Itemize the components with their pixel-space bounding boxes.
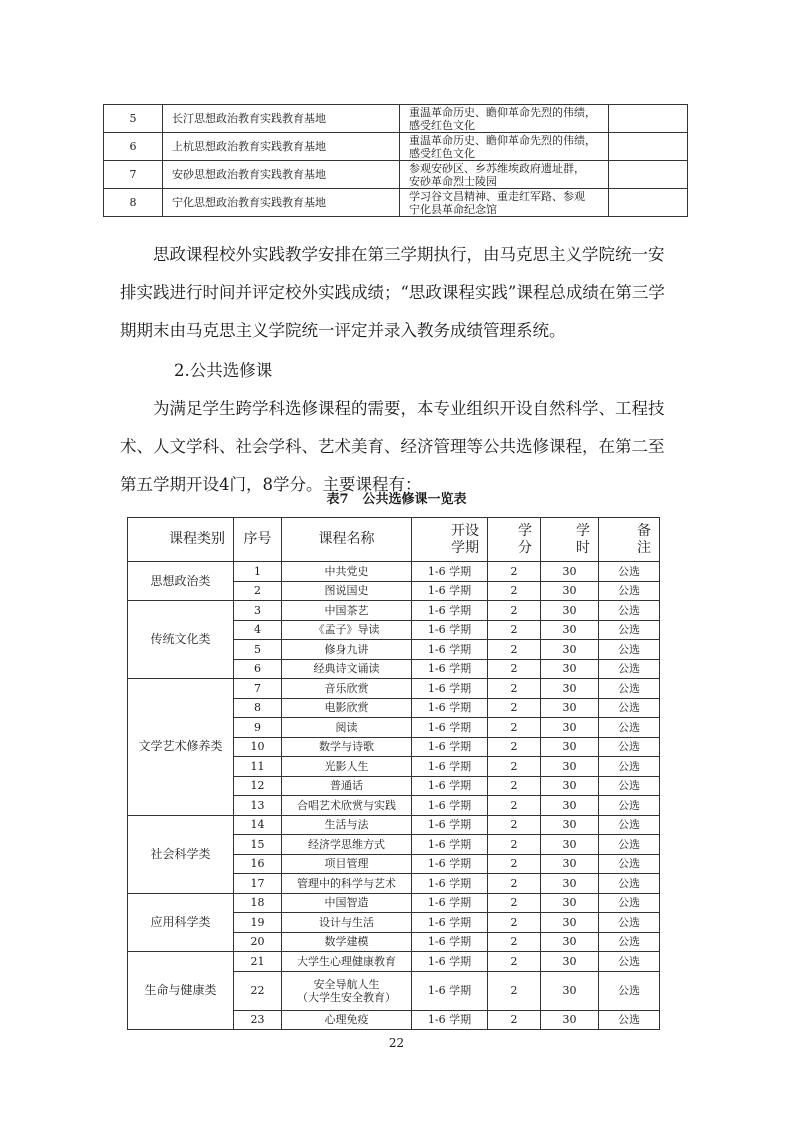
practice-base-table [103,104,688,217]
course-hours: 30 [541,679,599,699]
course-name: 生活与法 [282,815,412,835]
course-term: 1-6 学期 [412,893,488,913]
course-seq: 6 [234,659,282,679]
course-hours: 30 [541,971,599,1010]
activity-line: 参观安砂区、乡苏维埃政府遗址群， [409,161,585,175]
course-term: 1-6 学期 [412,971,488,1010]
course-name: 设计与生活 [282,913,412,933]
course-term: 1-6 学期 [412,581,488,601]
course-note: 公选 [599,932,660,952]
activity-cell [400,189,609,217]
course-name: 管理中的科学与艺术 [282,874,412,894]
course-credit: 2 [488,1010,541,1030]
course-credit: 2 [488,581,541,601]
course-seq: 1 [234,562,282,582]
header-term [412,518,488,562]
base-name: 上杭思想政治教育实践教育基地 [163,133,400,161]
course-credit: 2 [488,854,541,874]
course-term: 1-6 学期 [412,562,488,582]
course-term: 1-6 学期 [412,815,488,835]
course-hours: 30 [541,718,599,738]
base-name: 宁化思想政治教育实践教育基地 [163,189,400,217]
activity-line: 感受红色文化 [409,118,475,132]
course-term: 1-6 学期 [412,737,488,757]
course-hours: 30 [541,835,599,855]
header-hours [541,518,599,562]
course-term: 1-6 学期 [412,854,488,874]
course-term: 1-6 学期 [412,1010,488,1030]
header-note-line2: 注 [637,539,651,556]
course-name: 中国茶艺 [282,601,412,621]
course-hours: 30 [541,737,599,757]
course-credit: 2 [488,757,541,777]
course-seq: 15 [234,835,282,855]
course-credit: 2 [488,952,541,972]
table-caption [0,490,793,510]
course-note: 公选 [599,698,660,718]
course-seq: 16 [234,854,282,874]
course-note: 公选 [599,913,660,933]
category-cell: 生命与健康类 [128,952,234,1030]
course-seq: 21 [234,952,282,972]
course-credit: 2 [488,562,541,582]
course-credit: 2 [488,601,541,621]
course-hours: 30 [541,796,599,816]
table-row [104,133,688,161]
course-term: 1-6 学期 [412,932,488,952]
course-note: 公选 [599,757,660,777]
course-name: 音乐欣赏 [282,679,412,699]
course-name: 图说国史 [282,581,412,601]
course-name: 中共党史 [282,562,412,582]
course-credit: 2 [488,913,541,933]
activity-line: 重温革命历史、瞻仰革命先烈的伟绩， [409,133,596,147]
course-name [282,971,412,1010]
course-term: 1-6 学期 [412,718,488,738]
header-hours-line1: 学 [576,522,590,539]
table-caption-title: 公共选修课一览表 [362,492,467,507]
paragraph-text: 为满足学生跨学科选修课程的需要，本专业组织开设自然科学、工程技术、人文学科、社会学科、艺术美育、经济管理等公共选修课程，在第二至第五学期开设4门，8学分。主要课程有： [120,399,665,494]
course-name: 数学与诗歌 [282,737,412,757]
course-seq: 3 [234,601,282,621]
course-term: 1-6 学期 [412,874,488,894]
course-seq: 12 [234,776,282,796]
course-term: 1-6 学期 [412,776,488,796]
section-heading-public-electives: 2.公共选修课 [174,361,273,380]
course-note: 公选 [599,1010,660,1030]
row-number: 8 [104,189,163,217]
course-seq: 5 [234,640,282,660]
activity-cell [400,105,609,133]
course-seq: 18 [234,893,282,913]
course-name: 项目管理 [282,854,412,874]
header-category: 课程类别 [128,518,234,562]
course-note: 公选 [599,659,660,679]
header-note-line1: 备 [637,522,651,539]
note-cell [609,189,688,217]
activity-line: 感受红色文化 [409,146,475,160]
row-number: 5 [104,105,163,133]
course-name-line: 安全导航人生 [313,977,380,991]
course-name: 合唱艺术欣赏与实践 [282,796,412,816]
course-note: 公选 [599,562,660,582]
course-hours: 30 [541,893,599,913]
course-credit: 2 [488,640,541,660]
table-row [128,893,660,913]
paragraph-text: 思政课程校外实践教学安排在第三学期执行，由马克思主义学院统一安排实践进行时间并评定校外实践成绩；“思政课程实践”课程总成绩在第三学期期末由马克思主义学院统一评定并录入教务成绩管理系统。 [120,245,665,340]
course-seq: 7 [234,679,282,699]
course-term: 1-6 学期 [412,679,488,699]
course-note: 公选 [599,815,660,835]
course-hours: 30 [541,932,599,952]
header-credit-line2: 分 [518,539,532,556]
course-hours: 30 [541,601,599,621]
course-note: 公选 [599,796,660,816]
public-electives-table [127,517,660,1030]
course-credit: 2 [488,971,541,1010]
note-cell [609,105,688,133]
course-seq: 9 [234,718,282,738]
page-number: 22 [388,1036,405,1050]
table-row [128,601,660,621]
course-term: 1-6 学期 [412,796,488,816]
course-credit: 2 [488,718,541,738]
course-hours: 30 [541,952,599,972]
note-cell [609,161,688,189]
course-seq: 13 [234,796,282,816]
course-credit: 2 [488,776,541,796]
course-term: 1-6 学期 [412,757,488,777]
header-term-line2: 学期 [451,539,479,556]
activity-line: 宁化县革命纪念馆 [409,202,497,216]
course-seq: 14 [234,815,282,835]
course-credit: 2 [488,932,541,952]
header-seq: 序号 [234,518,282,562]
course-name: 《孟子》导读 [282,620,412,640]
table-row [128,562,660,582]
course-note: 公选 [599,952,660,972]
course-name: 经典诗文诵读 [282,659,412,679]
row-number: 7 [104,161,163,189]
course-name: 经济学思维方式 [282,835,412,855]
course-note: 公选 [599,620,660,640]
category-cell: 社会科学类 [128,815,234,893]
table-row [128,815,660,835]
course-seq: 11 [234,757,282,777]
course-credit: 2 [488,659,541,679]
category-cell: 文学艺术修养类 [128,679,234,816]
course-seq: 19 [234,913,282,933]
header-credit [488,518,541,562]
course-term: 1-6 学期 [412,835,488,855]
course-name: 心理免疫 [282,1010,412,1030]
course-hours: 30 [541,562,599,582]
table-caption-number: 表7 [326,492,349,507]
course-credit: 2 [488,815,541,835]
course-credit: 2 [488,874,541,894]
course-credit: 2 [488,796,541,816]
course-credit: 2 [488,893,541,913]
course-term: 1-6 学期 [412,913,488,933]
activity-line: 学习谷文昌精神、重走红军路、参观 [409,189,585,203]
activity-cell [400,133,609,161]
category-cell: 思想政治类 [128,562,234,601]
course-hours: 30 [541,776,599,796]
course-note: 公选 [599,835,660,855]
course-note: 公选 [599,640,660,660]
paragraph-public-electives [120,390,670,504]
course-seq: 8 [234,698,282,718]
paragraph-practice-schedule [120,236,670,350]
course-seq: 4 [234,620,282,640]
course-term: 1-6 学期 [412,620,488,640]
course-note: 公选 [599,776,660,796]
course-seq: 2 [234,581,282,601]
course-term: 1-6 学期 [412,601,488,621]
course-hours: 30 [541,581,599,601]
course-hours: 30 [541,1010,599,1030]
course-name: 修身九讲 [282,640,412,660]
course-hours: 30 [541,815,599,835]
table-row [128,952,660,972]
row-number: 6 [104,133,163,161]
course-hours: 30 [541,757,599,777]
course-hours: 30 [541,854,599,874]
course-note: 公选 [599,718,660,738]
course-credit: 2 [488,698,541,718]
course-hours: 30 [541,640,599,660]
course-credit: 2 [488,679,541,699]
header-hours-line2: 时 [576,539,590,556]
course-hours: 30 [541,874,599,894]
course-term: 1-6 学期 [412,952,488,972]
activity-line: 安砂革命烈士陵园 [409,174,497,188]
course-term: 1-6 学期 [412,698,488,718]
course-name: 大学生心理健康教育 [282,952,412,972]
course-credit: 2 [488,835,541,855]
course-note: 公选 [599,679,660,699]
course-name: 电影欣赏 [282,698,412,718]
course-note: 公选 [599,601,660,621]
course-credit: 2 [488,737,541,757]
course-credit: 2 [488,620,541,640]
course-name: 数学建模 [282,932,412,952]
header-course-name: 课程名称 [282,518,412,562]
course-seq: 10 [234,737,282,757]
course-term: 1-6 学期 [412,659,488,679]
course-note: 公选 [599,854,660,874]
table-row [104,105,688,133]
course-name: 中国智造 [282,893,412,913]
course-seq: 22 [234,971,282,1010]
note-cell [609,133,688,161]
course-hours: 30 [541,698,599,718]
course-hours: 30 [541,620,599,640]
base-name: 长汀思想政治教育实践教育基地 [163,105,400,133]
category-cell: 传统文化类 [128,601,234,679]
activity-line: 重温革命历史、瞻仰革命先烈的伟绩， [409,105,596,119]
table-row [128,679,660,699]
table-row [104,161,688,189]
course-term: 1-6 学期 [412,640,488,660]
course-name-line: （大学生安全教育） [297,990,396,1004]
course-note: 公选 [599,581,660,601]
course-note: 公选 [599,893,660,913]
activity-cell [400,161,609,189]
course-hours: 30 [541,659,599,679]
course-name: 光影人生 [282,757,412,777]
course-name: 阅读 [282,718,412,738]
course-seq: 23 [234,1010,282,1030]
header-credit-line1: 学 [518,522,532,539]
table-header-row [128,518,660,562]
course-note: 公选 [599,971,660,1010]
course-name: 普通话 [282,776,412,796]
header-term-line1: 开设 [451,522,479,539]
table-row [104,189,688,217]
category-cell: 应用科学类 [128,893,234,952]
course-hours: 30 [541,913,599,933]
course-note: 公选 [599,874,660,894]
base-name: 安砂思想政治教育实践教育基地 [163,161,400,189]
course-seq: 20 [234,932,282,952]
course-seq: 17 [234,874,282,894]
header-note [599,518,660,562]
course-note: 公选 [599,737,660,757]
